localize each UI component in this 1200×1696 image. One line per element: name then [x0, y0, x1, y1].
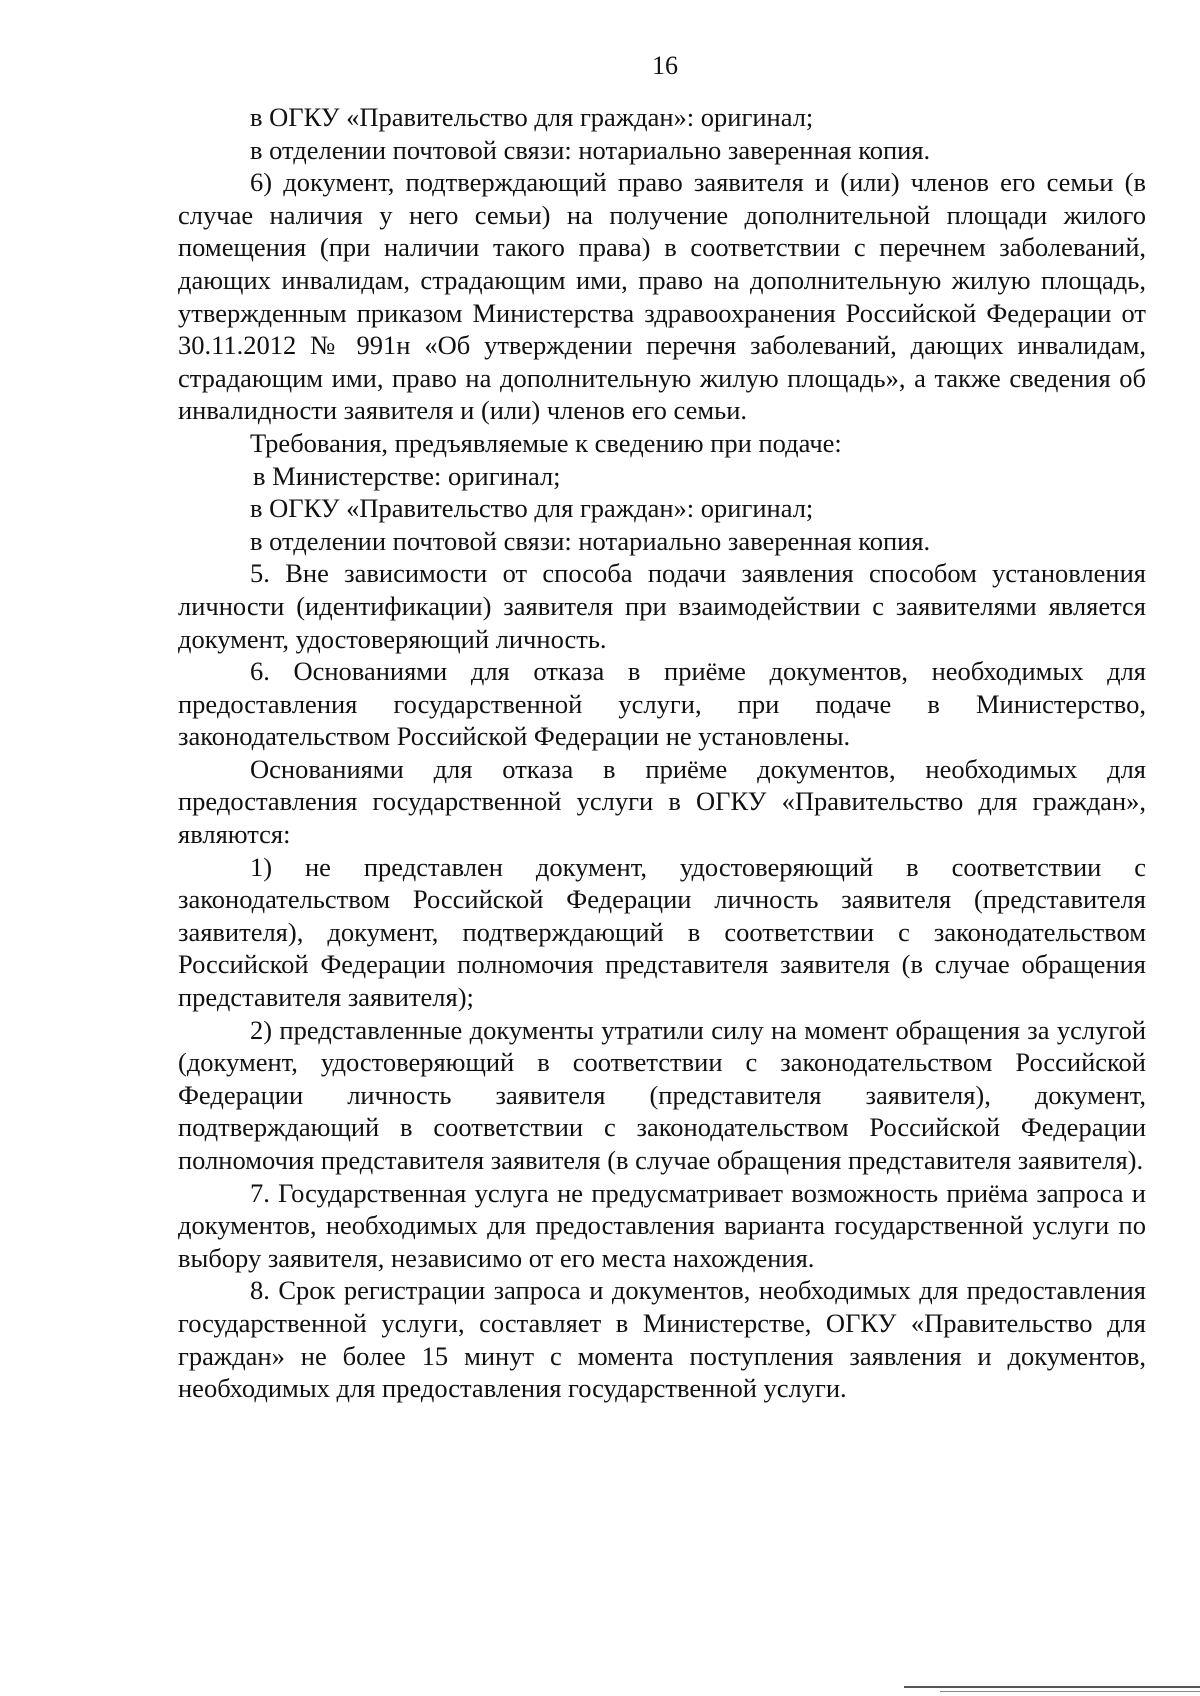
paragraph-ogku-original-2: в ОГКУ «Правительство для граждан»: оригинал;	[250, 493, 814, 524]
paragraph-item-6-document: 6) документ, подтверждающий право заявителя и (или) членов его семьи (в случае наличия у него семьи) на получение дополнительной площади жилого помещения (при наличии такого права) в соответствии с перечнем заболеваний, дающих инвалидам, страдающим ими, право на дополнительную жилую площадь, утвержденным приказом Министерства здравоохранения Российской Федерации от 30.11.2012 № 991н «Об утверждении перечня заболеваний, дающих инвалидам, страдающим ими, право на дополнительную жилую площадь», а также сведения об инвалидности заявителя и (или) членов его семьи.	[178, 167, 1146, 426]
page-number: 16	[652, 51, 678, 80]
footer-rule-secondary	[940, 1691, 1200, 1692]
paragraph-ground-2: 2) представленные документы утратили силу на момент обращения за услугой (документ, удостоверяющий в соответствии с законодательством Российской Федерации личность заявителя (представителя заявителя), документ, подтверждающий в соответствии с законодательством Российской Федерации полномочия представителя заявителя (в случае обращения представителя заявителя).	[178, 1014, 1146, 1175]
paragraph-ministry-original: в Министерстве: оригинал;	[253, 460, 561, 491]
document-body	[178, 101, 1146, 1405]
paragraph-clause-8: 8. Срок регистрации запроса и документов, необходимых для предоставления государственной услуги, составляет в Министерстве, ОГКУ «Правительство для граждан» не более 15 минут с момента поступления заявления и документов, необходимых для предоставления государственной услуги.	[178, 1275, 1146, 1404]
paragraph-ground-1: 1) не представлен документ, удостоверяющий в соответствии с законодательством Российской Федерации личность заявителя (представителя заявителя), документ, подтверждающий в соответствии с законодательством Российской Федерации полномочия представителя заявителя (в случае обращения представителя заявителя);	[178, 851, 1146, 1013]
paragraph-clause-6: 6. Основаниями для отказа в приёме документов, необходимых для предоставления государственной услуги, при подаче в Министерство, законодательством Российской Федерации не установлены.	[178, 656, 1146, 752]
paragraph-clause-7: 7. Государственная услуга не предусматривает возможность приёма запроса и документов, необходимых для предоставления варианта государственной услуги по выбору заявителя, независимо от его места нахождения.	[178, 1177, 1146, 1273]
paragraph-requirements: Требования, предъявляемые к сведению при подаче:	[250, 427, 842, 458]
footer-rule	[904, 1686, 1200, 1688]
paragraph-post-office-copy-2: в отделении почтовой связи: нотариально заверенная копия.	[250, 525, 931, 556]
paragraph-refusal-grounds: Основаниями для отказа в приёме документов, необходимых для предоставления государственной услуги в ОГКУ «Правительство для граждан», являются:	[178, 753, 1146, 850]
paragraph-post-office-copy: в отделении почтовой связи: нотариально заверенная копия.	[250, 134, 931, 165]
paragraph-clause-5: 5. Вне зависимости от способа подачи заявления способом установления личности (идентификации) заявителя при взаимодействии с заявителями является документ, удостоверяющий личность.	[178, 558, 1146, 654]
paragraph-ogku-original: в ОГКУ «Правительство для граждан»: оригинал;	[250, 102, 814, 132]
